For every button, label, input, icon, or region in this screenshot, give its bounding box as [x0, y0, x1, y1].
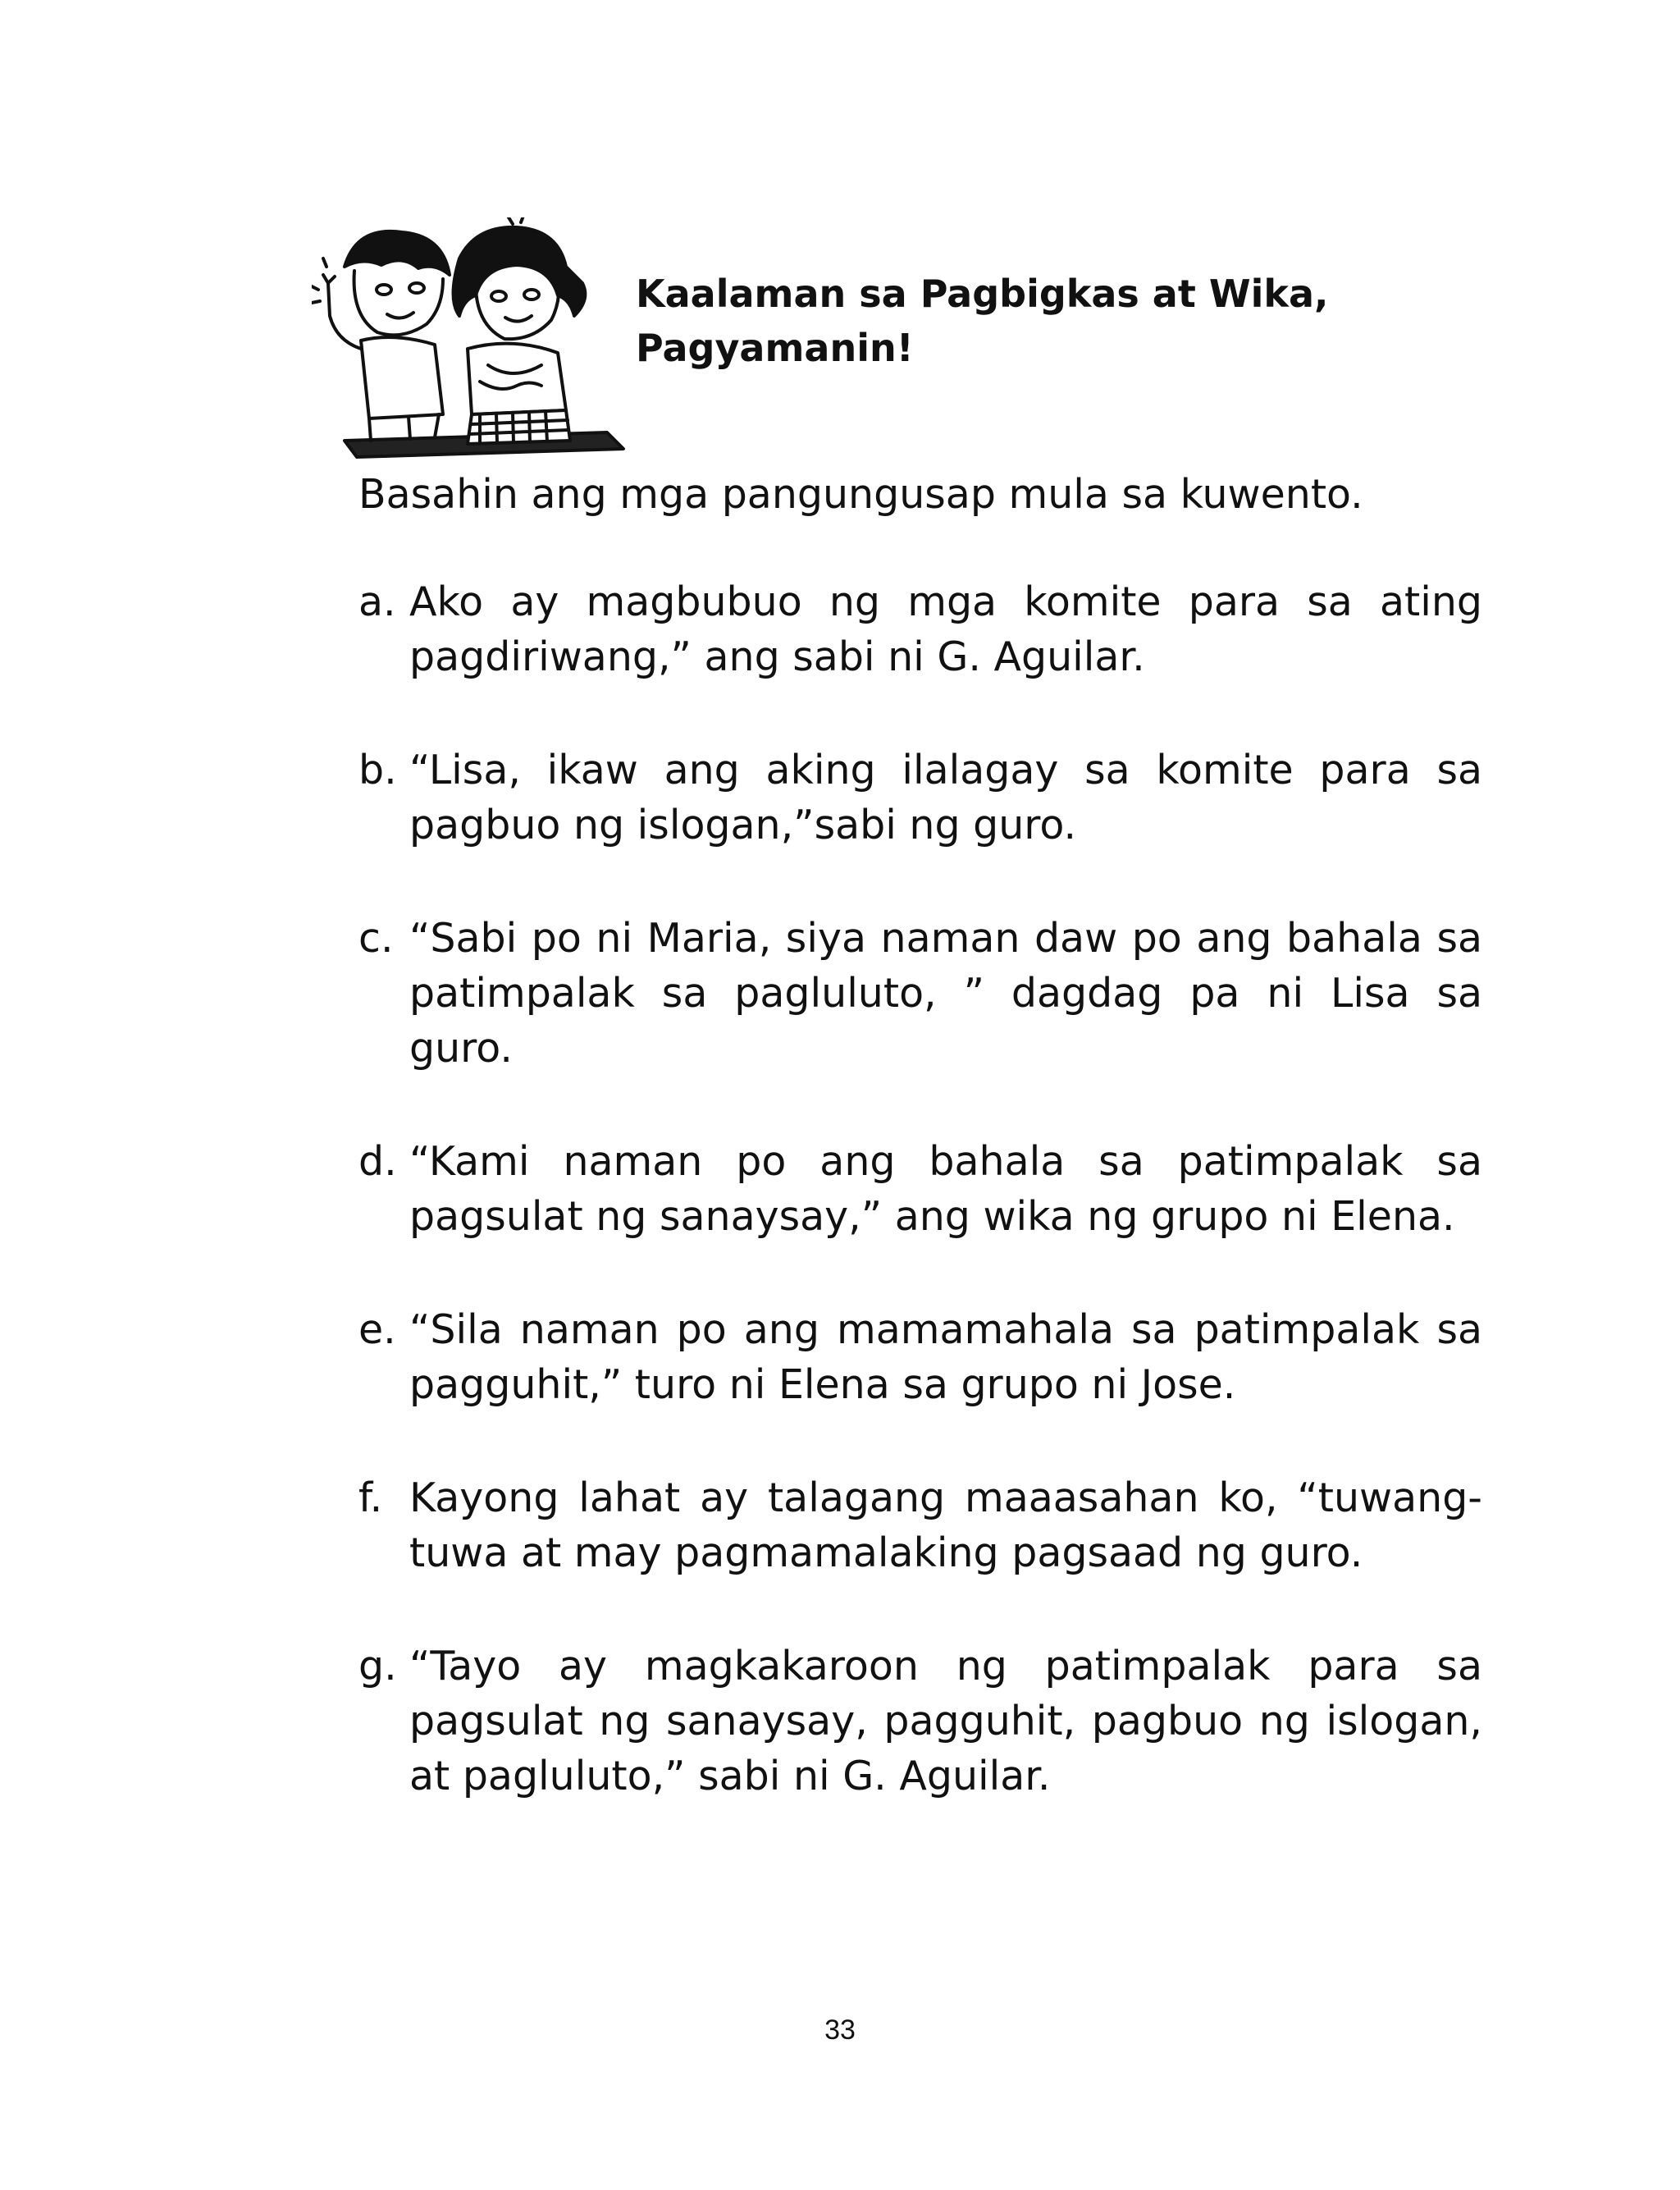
list-item: [358, 1639, 1482, 1804]
list-item-text: “Tayo ay magkakaroon ng patimpalak para sa pagsulat ng sanaysay, pagguhit, pagbuo ng islogan, at pagluluto,” sabi ni G. Aguilar.: [409, 1643, 1482, 1799]
section-title-line-2: Pagyamanin!: [636, 326, 914, 370]
list-item-text: Ako ay magbubuo ng mga komite para sa ating pagdiriwang,” ang sabi ni G. Aguilar.: [409, 578, 1482, 680]
list-item-text: “Kami naman po ang bahala sa patimpalak sa pagsulat ng sanaysay,” ang wika ng grupo ni Elena.: [409, 1138, 1482, 1240]
two-children-illustration: [312, 217, 632, 464]
list-item: [358, 574, 1482, 684]
list-marker: a.: [358, 578, 396, 625]
list-item-text: “Lisa, ikaw ang aking ilalagay sa komite para sa pagbuo ng islogan,”sabi ng guro.: [409, 747, 1482, 848]
instruction-text: Basahin ang mga pangungusap mula sa kuwento.: [358, 471, 1363, 518]
list-item: [358, 1470, 1482, 1580]
list-item-text: “Sila naman po ang mamamahala sa patimpalak sa pagguhit,” turo ni Elena sa grupo ni Jose.: [409, 1306, 1482, 1408]
section-title-line-1: Kaalaman sa Pagbigkas at Wika,: [636, 272, 1329, 316]
list-item: [358, 911, 1482, 1076]
sentence-list: [358, 574, 1482, 1862]
list-item: [358, 1134, 1482, 1244]
list-item: [358, 1302, 1482, 1412]
page-number: 33: [824, 2014, 856, 2046]
list-item-text: “Sabi po ni Maria, siya naman daw po ang bahala sa patimpalak sa pagluluto, ” dagdag pa ni Lisa sa guro.: [409, 915, 1482, 1072]
list-marker: c.: [358, 915, 394, 962]
list-marker: f.: [358, 1474, 383, 1521]
list-marker: g.: [358, 1643, 397, 1689]
list-marker: b.: [358, 747, 397, 793]
list-marker: e.: [358, 1306, 396, 1353]
list-item-text: Kayong lahat ay talagang maaasahan ko, “tuwang-tuwa at may pagmamalaking pagsaad ng guro.: [409, 1474, 1482, 1576]
list-marker: d.: [358, 1138, 397, 1185]
list-item: [358, 743, 1482, 853]
section-title: [636, 267, 1456, 375]
